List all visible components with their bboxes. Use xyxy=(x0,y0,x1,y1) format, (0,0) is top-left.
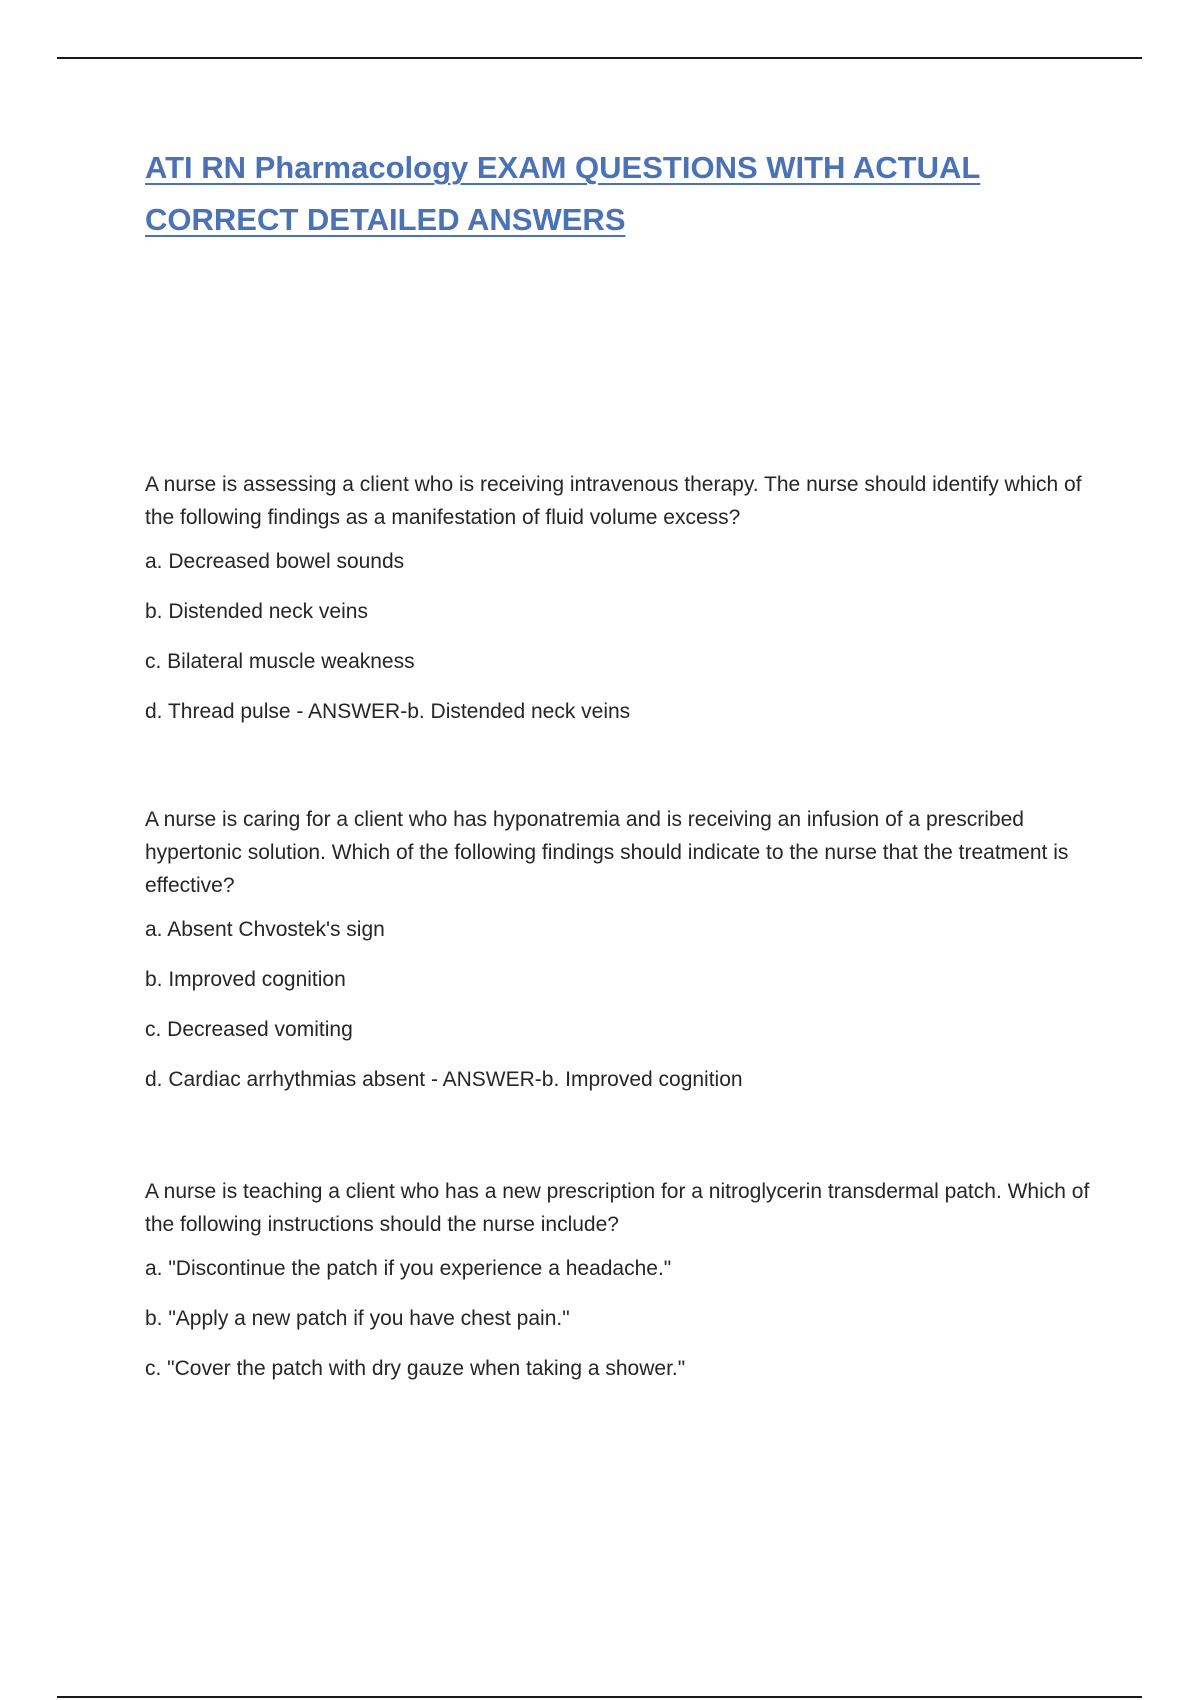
answer-option: c. Bilateral muscle weakness xyxy=(145,650,415,673)
answer-option: b. Distended neck veins xyxy=(145,600,368,623)
title-line-2: CORRECT DETAILED ANSWERS xyxy=(145,202,626,237)
answer-option: a. Absent Chvostek's sign xyxy=(145,918,385,941)
bottom-rule xyxy=(57,1696,1142,1698)
answer-option: a. "Discontinue the patch if you experience a headache." xyxy=(145,1257,672,1280)
answer-option: a. Decreased bowel sounds xyxy=(145,550,405,573)
question-stem: A nurse is caring for a client who has hyponatremia and is receiving an infusion of a prescribed hypertonic solution. Which of the following findings should indicate to the nurse that the treatment is effective? xyxy=(145,808,1069,897)
answer-option-with-key: d. Thread pulse - ANSWER-b. Distended neck veins xyxy=(145,700,631,723)
answer-option: b. Improved cognition xyxy=(145,968,346,991)
question-1 xyxy=(145,468,1095,748)
question-stem: A nurse is teaching a client who has a new prescription for a nitroglycerin transdermal patch. Which of the following instructions should the nurse include? xyxy=(145,1180,1090,1236)
top-rule xyxy=(57,57,1142,59)
title-line-1: ATI RN Pharmacology EXAM QUESTIONS WITH ACTUAL xyxy=(145,150,981,185)
question-2 xyxy=(145,803,1095,1116)
answer-option: c. Decreased vomiting xyxy=(145,1018,353,1041)
question-3 xyxy=(145,1175,1095,1405)
question-stem: A nurse is assessing a client who is receiving intravenous therapy. The nurse should identify which of the following findings as a manifestation of fluid volume excess? xyxy=(145,473,1082,529)
answer-option: b. "Apply a new patch if you have chest pain." xyxy=(145,1307,570,1330)
answer-option: c. "Cover the patch with dry gauze when taking a shower." xyxy=(145,1357,686,1380)
document-title xyxy=(145,142,1045,246)
answer-option-with-key: d. Cardiac arrhythmias absent - ANSWER-b. Improved cognition xyxy=(145,1068,743,1091)
